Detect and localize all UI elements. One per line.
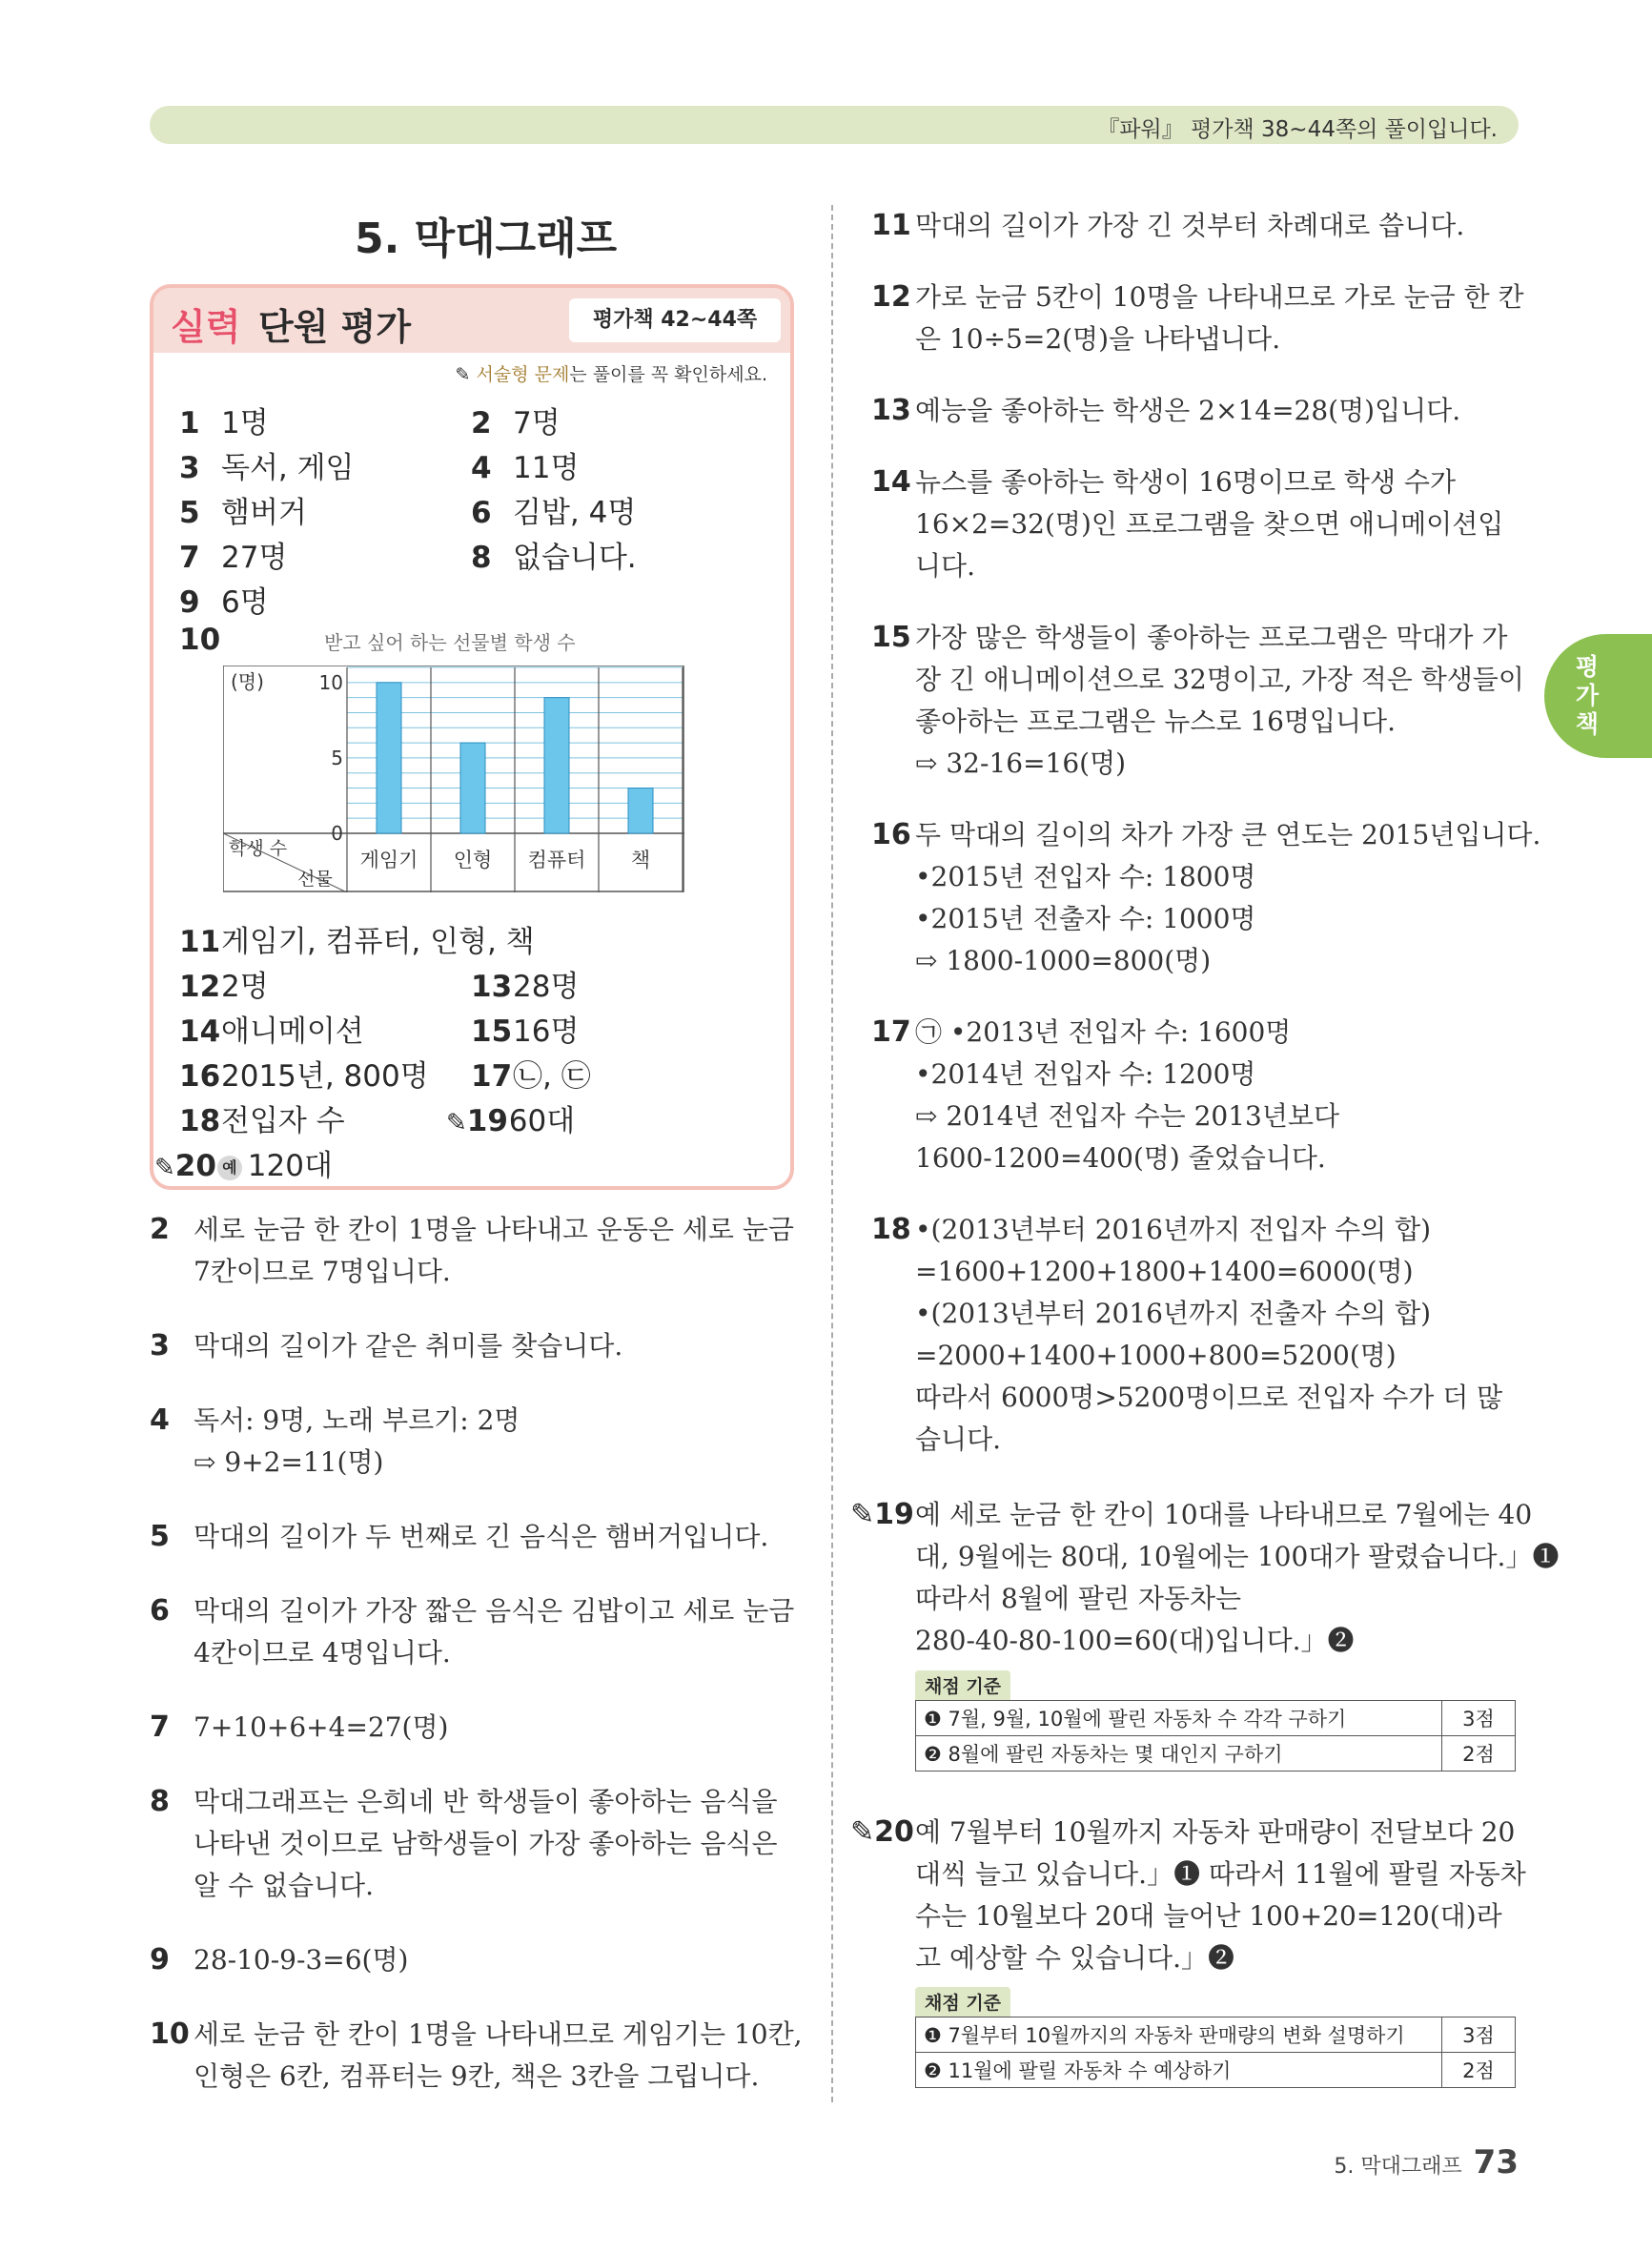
answer-item-2 [471, 399, 561, 441]
answer-number: 12 [179, 970, 221, 1004]
solution-line: 세로 눈금 한 칸이 1명을 나타내고 운동은 세로 눈금 [194, 1214, 794, 1245]
solution-line: 가로 눈금 5칸이 10명을 나타내므로 가로 눈금 한 칸 [915, 281, 1524, 313]
answer-text: 28명 [513, 970, 580, 1004]
solution-number: 8 [150, 1785, 170, 1818]
solution-line: 따라서 6000명>5200명이므로 전입자 수가 더 많 [915, 1382, 1503, 1413]
answer-text: ㉡, ㉢ [513, 1059, 591, 1094]
criteria-text: ❶ 7월, 9월, 10월에 팔린 자동차 수 각각 구하기 [916, 1701, 1442, 1736]
answer-number: 13 [471, 970, 513, 1004]
answer-text: 독서, 게임 [221, 451, 355, 485]
column-divider [831, 205, 833, 2102]
criteria-label: 채점 기준 [915, 1987, 1010, 2017]
answer-text: 1명 [221, 406, 269, 440]
answer-number: 16 [179, 1059, 221, 1094]
answer-text: 게임기, 컴퓨터, 인형, 책 [221, 925, 535, 959]
box-reference: 평가책 42~44쪽 [569, 298, 781, 342]
page-footer [1334, 2143, 1519, 2181]
bar [460, 743, 485, 833]
solution-number: 13 [871, 394, 911, 427]
solution-16 [871, 814, 1540, 982]
solution-line: ⇨ 1800-1000=800(명) [915, 945, 1212, 976]
solution-line: 니다. [915, 550, 975, 582]
solution-line: 알 수 없습니다. [194, 1870, 374, 1901]
solution-6 [150, 1590, 794, 1674]
answer-text: 전입자 수 [221, 1104, 345, 1138]
solution-number: 2 [150, 1213, 170, 1246]
pencil-icon: ✎ [154, 1154, 175, 1182]
solution-line: 4칸이므로 4명입니다. [194, 1637, 451, 1669]
answer-text: 60대 [508, 1104, 576, 1138]
solution-line: 수는 10월보다 20대 늘어난 100+20=120(대)라 [915, 1900, 1502, 1932]
answer-number: 3 [179, 451, 200, 485]
criteria-row [916, 1701, 1516, 1736]
solution-line: 7칸이므로 7명입니다. [194, 1256, 451, 1287]
solution-8 [150, 1781, 778, 1907]
bar-chart [223, 666, 684, 892]
criteria-row [916, 2053, 1516, 2088]
criteria-text: ❷ 8월에 팔린 자동차는 몇 대인지 구하기 [916, 1736, 1442, 1772]
footer-section: 5. 막대그래프 [1334, 2155, 1462, 2179]
pencil-icon: ✎ [446, 1109, 467, 1137]
box-note-text: 는 풀이를 꼭 확인하세요. [569, 364, 767, 385]
solution-number: 9 [150, 1943, 170, 1976]
solution-line: 280-40-80-100=60(대)입니다.」❷ [915, 1625, 1355, 1656]
solution-line: 16×2=32(명)인 프로그램을 찾으면 애니메이션입 [915, 508, 1504, 540]
scoring-criteria-20 [915, 1987, 1516, 2088]
solution-line: 은 10÷5=2(명)을 나타냅니다. [915, 323, 1281, 355]
criteria-row [916, 2017, 1516, 2053]
answer-item-1 [179, 399, 269, 441]
solution-20 [850, 1812, 1526, 1979]
solution-line: ⇨ 9+2=11(명) [194, 1446, 384, 1478]
solution-number: 10 [150, 2017, 190, 2051]
answer-box-header [153, 288, 790, 353]
solution-19 [850, 1494, 1559, 1662]
solution-line: 28-10-9-3=6(명) [194, 1944, 409, 1976]
solution-line: 예 세로 눈금 한 칸이 10대를 나타내므로 7월에는 40 [915, 1499, 1533, 1530]
solution-line: 좋아하는 프로그램은 뉴스로 16명입니다. [915, 706, 1397, 737]
solution-18 [871, 1209, 1502, 1461]
solution-15 [871, 617, 1524, 785]
solution-line: 예 7월부터 10월까지 자동차 판매량이 전달보다 20 [915, 1816, 1516, 1848]
solution-line: 세로 눈금 한 칸이 1명을 나타내므로 게임기는 10칸, [194, 2018, 803, 2050]
header-bar [150, 106, 1519, 144]
solution-line: 인형은 6칸, 컴퓨터는 9칸, 책은 3칸을 그립니다. [194, 2060, 760, 2092]
box-note-prefix: 서술형 문제 [476, 364, 570, 385]
solution-line: 두 막대의 길이의 차가 가장 큰 연도는 2015년입니다. [915, 819, 1541, 850]
answer-number: 20 [174, 1149, 216, 1183]
solution-line: 나타낸 것이므로 남학생들이 가장 좋아하는 음식은 [194, 1828, 778, 1859]
solution-line: =1600+1200+1800+1400=6000(명) [915, 1256, 1414, 1287]
solution-line: •2014년 전입자 수: 1200명 [915, 1058, 1256, 1090]
box-note [456, 360, 767, 386]
criteria-points: 3점 [1442, 1701, 1516, 1736]
side-tab-label: 평가책 [1575, 653, 1600, 738]
solution-number: 17 [871, 1015, 911, 1049]
solution-10 [150, 2014, 803, 2098]
answer-text: 120대 [247, 1149, 333, 1183]
answer-text: 11명 [513, 451, 580, 485]
answer-text: 2015년, 800명 [221, 1059, 429, 1094]
solution-line: 대씩 늘고 있습니다.」❶ 따라서 11월에 팔릴 자동차 [915, 1858, 1526, 1890]
solution-number: 16 [871, 818, 911, 851]
solution-12 [871, 277, 1524, 360]
page-title: 5. 막대그래프 [355, 215, 618, 263]
solution-line: 습니다. [915, 1423, 1002, 1455]
solution-line: 막대의 길이가 가장 짧은 음식은 김밥이고 세로 눈금 [194, 1595, 795, 1627]
solution-line: 막대의 길이가 가장 긴 것부터 차례대로 씁니다. [915, 210, 1465, 241]
solution-number: 5 [150, 1520, 170, 1553]
x-tick-label: 게임기 [359, 849, 418, 871]
answer-number: 4 [471, 451, 492, 485]
solution-line: ⇨ 2014년 전입자 수는 2013년보다 [915, 1100, 1340, 1132]
answer-number: 18 [179, 1104, 221, 1138]
solution-number: ✎20 [850, 1815, 914, 1849]
bar [628, 789, 653, 833]
x-tick-label: 컴퓨터 [527, 849, 586, 871]
answer-item-8 [471, 533, 637, 576]
solution-number: 3 [150, 1329, 170, 1362]
answer-text: 27명 [221, 541, 288, 575]
solution-3 [150, 1325, 622, 1367]
example-badge: 예 [217, 1156, 242, 1180]
solution-line: ⇨ 32-16=16(명) [915, 748, 1127, 779]
solution-number: 14 [871, 465, 911, 499]
solution-line: •2015년 전입자 수: 1800명 [915, 861, 1256, 892]
criteria-points: 2점 [1442, 1736, 1516, 1772]
solution-line: •(2013년부터 2016년까지 전출자 수의 합) [915, 1298, 1432, 1329]
solution-13 [871, 390, 1460, 432]
answer-number: 7 [179, 541, 200, 575]
solution-line: 막대그래프는 은희네 반 학생들이 좋아하는 음식을 [194, 1786, 778, 1817]
answer-number: 14 [179, 1014, 221, 1049]
answer-item-19 [446, 1096, 575, 1139]
solution-number: 15 [871, 621, 911, 654]
x-tick-label: 책 [630, 849, 651, 871]
answer-item-9 [179, 578, 269, 621]
answer-item-11 [179, 917, 535, 960]
solution-9 [150, 1939, 408, 1981]
answer-item-12 [179, 962, 269, 1005]
answer-item-14 [179, 1007, 364, 1050]
criteria-points: 2점 [1442, 2053, 1516, 2088]
y-tick-label: 5 [331, 746, 343, 769]
bar [544, 698, 569, 833]
answer-item-6 [471, 488, 636, 531]
solution-7 [150, 1707, 448, 1749]
solution-number: 18 [871, 1213, 911, 1246]
criteria-text: ❷ 11월에 팔릴 자동차 수 예상하기 [916, 2053, 1442, 2088]
solution-line: =2000+1400+1000+800=5200(명) [915, 1340, 1397, 1371]
answer-number: 17 [471, 1059, 513, 1094]
box-label-red: 실력 [171, 306, 241, 348]
solution-11 [871, 205, 1464, 247]
corner-bottom-label: 선물 [297, 869, 333, 890]
answer-number: 1 [179, 406, 200, 440]
answer-number: 2 [471, 406, 492, 440]
corner-top-label: 학생 수 [229, 838, 288, 859]
answer-item-10 [179, 623, 221, 657]
answer-item-5 [179, 488, 307, 531]
side-tab [1544, 634, 1652, 758]
criteria-row [916, 1736, 1516, 1772]
answer-number: 10 [179, 623, 221, 657]
answer-text: 김밥, 4명 [513, 496, 637, 530]
answer-text: 2명 [221, 970, 269, 1004]
criteria-text: ❶ 7월부터 10월까지의 자동차 판매량의 변화 설명하기 [916, 2017, 1442, 2053]
criteria-label: 채점 기준 [915, 1670, 1010, 1700]
solution-5 [150, 1516, 768, 1558]
scoring-criteria-19 [915, 1670, 1516, 1772]
page-number: 73 [1473, 2143, 1519, 2181]
answer-text: 애니메이션 [221, 1014, 364, 1049]
answer-item-7 [179, 533, 287, 576]
x-tick-label: 인형 [453, 849, 493, 871]
solution-line: 대, 9월에는 80대, 10월에는 100대가 팔렸습니다.」❶ [915, 1541, 1560, 1572]
y-axis-label: (명) [231, 670, 264, 693]
answer-item-13 [471, 962, 579, 1005]
y-tick-label: 0 [331, 822, 343, 845]
answer-number: 11 [179, 925, 221, 959]
header-text: 『파워』 평가책 38~44쪽의 풀이입니다. [1097, 117, 1498, 142]
y-tick-label: 10 [318, 670, 343, 694]
solution-line: 따라서 8월에 팔린 자동차는 [915, 1583, 1242, 1614]
box-label: 단원 평가 [258, 306, 412, 348]
answer-number: 5 [179, 496, 200, 530]
solution-number: 12 [871, 280, 911, 314]
answer-text: 7명 [513, 406, 561, 440]
answer-item-4 [471, 443, 579, 486]
answer-text: 6명 [221, 585, 269, 620]
solution-line: 1600-1200=400(명) 줄었습니다. [915, 1142, 1326, 1174]
answer-number: 9 [179, 585, 200, 620]
solution-number: 7 [150, 1710, 170, 1744]
answer-text: 없습니다. [513, 541, 637, 575]
answer-text: 16명 [513, 1014, 580, 1049]
solution-line: 장 긴 애니메이션으로 32명이고, 가장 적은 학생들이 [915, 664, 1524, 695]
solution-4 [150, 1400, 520, 1484]
solution-line: •(2013년부터 2016년까지 전입자 수의 합) [915, 1214, 1432, 1245]
solution-line: 가장 많은 학생들이 좋아하는 프로그램은 막대가 가 [915, 622, 1508, 653]
bar [377, 683, 401, 833]
answer-number: 19 [466, 1104, 508, 1138]
criteria-points: 3점 [1442, 2017, 1516, 2053]
solution-17 [871, 1012, 1339, 1179]
solution-line: 독서: 9명, 노래 부르기: 2명 [194, 1404, 520, 1436]
answer-number: 15 [471, 1014, 513, 1049]
solution-number: 6 [150, 1594, 170, 1628]
solution-number: ✎19 [850, 1498, 914, 1531]
solution-2 [150, 1209, 794, 1293]
answer-number: 6 [471, 496, 492, 530]
solution-number: 11 [871, 209, 911, 242]
solution-number: 4 [150, 1403, 170, 1437]
answer-number: 8 [471, 541, 492, 575]
answer-item-15 [471, 1007, 579, 1050]
solution-line: 7+10+6+4=27(명) [194, 1711, 449, 1743]
solution-line: 막대의 길이가 같은 취미를 찾습니다. [194, 1330, 623, 1362]
pencil-icon: ✎ [455, 364, 471, 385]
solution-line: 예능을 좋아하는 학생은 2×14=28(명)입니다. [915, 395, 1461, 426]
answer-item-20 [154, 1141, 333, 1184]
chart-title: 받고 싶어 하는 선물별 학생 수 [324, 631, 576, 654]
solution-14 [871, 461, 1503, 587]
solution-line: 고 예상할 수 있습니다.」❷ [915, 1942, 1235, 1974]
solution-line: 막대의 길이가 두 번째로 긴 음식은 햄버거입니다. [194, 1521, 769, 1552]
answer-item-3 [179, 443, 355, 486]
answer-item-16 [179, 1052, 429, 1095]
solution-line: ㉠ •2013년 전입자 수: 1600명 [915, 1016, 1292, 1048]
answer-text: 햄버거 [221, 496, 307, 530]
answer-item-18 [179, 1096, 345, 1139]
solution-line: •2015년 전출자 수: 1000명 [915, 903, 1256, 934]
answer-item-17 [471, 1052, 591, 1095]
solution-line: 뉴스를 좋아하는 학생이 16명이므로 학생 수가 [915, 466, 1456, 498]
